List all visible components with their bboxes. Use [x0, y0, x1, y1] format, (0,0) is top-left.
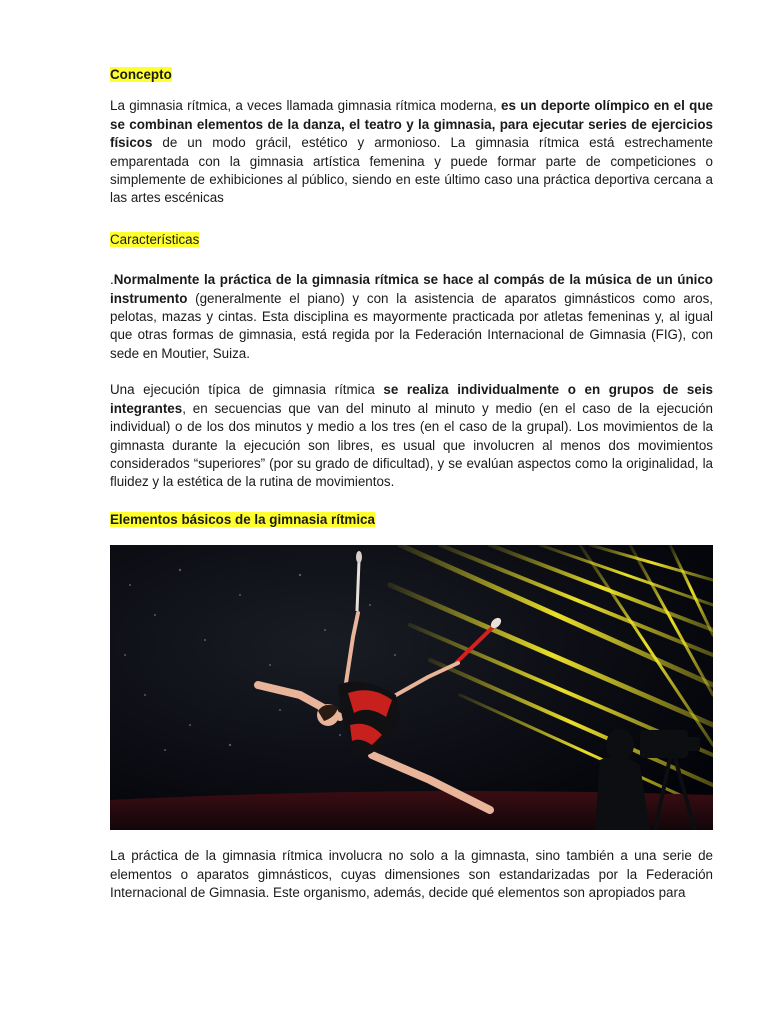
gymnast-photo	[110, 545, 713, 830]
text-run: , en secuencias que van del minuto al minuto y medio (en el caso de la ejecución individual) o de los dos minutos y medio a los tres (en el caso de la grupal). Los movimientos de la gimnasta durante la ejecución son libres, es usual que involucren al menos dos movimientos considerados “superiores” (por su grado de dificultad), y se evalúan aspectos como la originalidad, la fluidez y la estética de la rutina de movimientos.	[110, 400, 713, 490]
heading-elementos-text: Elementos básicos de la gimnasia rítmica	[110, 511, 375, 527]
text-run: (generalmente el piano) y con la asistencia de aparatos gimnásticos como aros, pelotas, mazas y cintas. Esta disciplina es mayormente practicada por atletas femeninas y, al igual que otras formas de gimnasia, está regida por la Federación Internacional de Gimnasia (FIG), con sede en Moutier, Suiza.	[110, 290, 713, 361]
paragraph-caracteristicas-2	[110, 381, 713, 491]
bold-run: Normalmente la práctica de la gimnasia rítmica se hace al compás de la música de un único instrumento	[110, 272, 713, 306]
paragraph-caracteristicas-1	[110, 271, 713, 363]
heading-concepto	[110, 66, 713, 84]
heading-elementos	[110, 511, 713, 529]
text-run: .	[110, 272, 114, 288]
text-run: Una ejecución típica de gimnasia rítmica	[110, 382, 384, 398]
gymnast-illustration	[110, 545, 713, 830]
heading-caracteristicas-text: Características	[110, 231, 200, 247]
bold-run: se realiza individualmente o en grupos de seis integrantes	[110, 382, 713, 416]
paragraph-concepto	[110, 97, 713, 207]
heading-caracteristicas	[110, 231, 713, 249]
text-run: de un modo grácil, estético y armonioso. La gimnasia rítmica está estrechamente emparentada con la gimnasia artística femenina y puede formar parte de competiciones o simplemente de exhibiciones al público, siendo en este último caso una práctica deportiva cercana a las artes escénicas	[110, 135, 713, 206]
text-run: La gimnasia rítmica, a veces llamada gimnasia rítmica moderna,	[110, 98, 501, 114]
bold-run: es un deporte olímpico en el que se combinan elementos de la danza, el teatro y la gimnasia, para ejecutar series de ejercicios físicos	[110, 98, 713, 151]
heading-concepto-text: Concepto	[110, 67, 172, 82]
paragraph-elementos: La práctica de la gimnasia rítmica involucra no solo a la gimnasta, sino también a una serie de elementos o aparatos gimnásticos, cuyas dimensiones son estandarizadas por la Federación Internacional de Gimnasia. Este organismo, además, decide qué elementos son apropiados para	[110, 848, 713, 900]
